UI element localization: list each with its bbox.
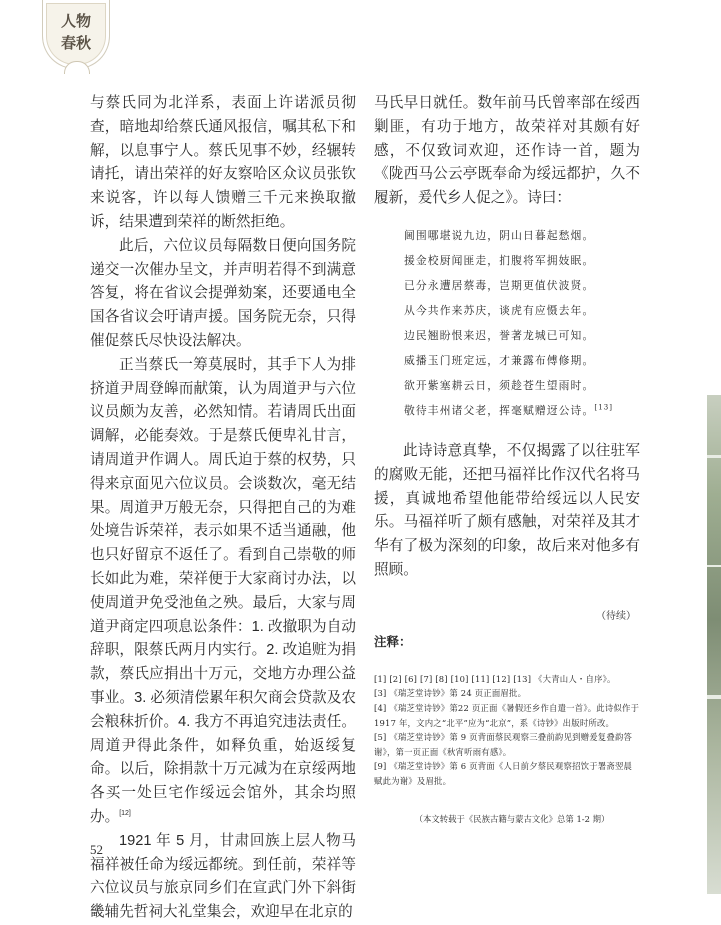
poem-line: 阃围哪堪说九边，阴山日暮起愁烟。	[404, 228, 595, 242]
poem-line: 从今共作来苏庆，谈虎有应慑去年。	[404, 303, 595, 317]
badge-ornament-icon	[64, 61, 90, 74]
footnote-ref: [12]	[119, 810, 131, 818]
paragraph: 1921 年 5 月，甘肃回族上层人物马福祥被任命为绥远都统。到任前，荣祥等六位议员与旅京同乡们在宣武门外下斜街畿辅先哲祠大礼堂集会，欢迎早在北京的	[90, 832, 356, 921]
notes-list	[374, 672, 640, 789]
poem-line	[404, 398, 640, 423]
footnote-ref: [13]	[594, 403, 614, 412]
strip-highlight	[707, 455, 721, 458]
to-be-continued: （待续）	[596, 610, 636, 622]
note-item: [9] 《瑞芝堂诗钞》第 6 页背面《人日前夕蔡民观察招饮于署斋翌晨赋此为谢》及眉批。	[374, 761, 633, 786]
poem-line-text: 敬待丰州诸父老，挥毫赋赠迓公诗。	[404, 403, 595, 417]
source-note: （本文转载于《民族古籍与蒙古文化》总第 1-2 期）	[414, 813, 610, 824]
poem-line: 援金校厨闻匪走，扪腹将军拥妓眠。	[404, 253, 595, 267]
page-number: 52	[90, 842, 103, 857]
section-badge	[42, 0, 110, 69]
poem-line: 威播玉门班定远，才兼露布傅修期。	[404, 353, 595, 367]
strip-highlight	[707, 565, 721, 567]
edge-photo-strip	[707, 395, 721, 894]
left-column	[90, 92, 356, 925]
paragraph: 此诗诗意真挚，不仅揭露了以往驻军的腐败无能，还把马福祥比作汉代名将马援，真诚地希望他能带给绥远以人民安乐。马福祥听了颇有感触，对荣祥及其才华有了极为深刻的印象，故后来对他多有照顾。	[374, 442, 640, 578]
paragraph: 马氏早日就任。数年前马氏曾率部在绥西剿匪，有功于地方，故荣祥对其颇有好感，不仅致词欢迎，还作诗一首，题为《陇西马公云亭既奉命为绥远都护，久不履新，爰代乡人促之》。诗曰：	[374, 95, 640, 207]
poem-line: 已分永遭居蔡毒，岂期更值伏波贤。	[404, 278, 595, 292]
notes-title: 注释：	[374, 633, 412, 649]
paragraph: 此后，六位议员每隔数日便向国务院递交一次催办呈文，并声明若得不到满意答复，将在省议会提弹劾案，还要通电全国各省议会吁请声援。国务院无奈，只得催促蔡氏尽快设法解决。	[90, 237, 356, 349]
note-item: [3] 《瑞芝堂诗钞》第 24 页正面眉批。	[374, 688, 527, 699]
note-item: [4] 《瑞芝堂诗钞》第22 页正面《暑假还乡作自遣一首》。此诗似作于1917 年，文内之“北平”应为“北京”，系《诗钞》出版时所改。	[374, 702, 640, 728]
poem-line: 边民翘盼恨来迟，誉著龙城已可知。	[404, 328, 595, 342]
section-label-line1: 人物	[60, 12, 91, 30]
poem	[404, 223, 640, 423]
paragraph	[90, 354, 356, 830]
note-item: [5] 《瑞芝堂诗钞》第 9 页背面蔡民观察三叠前韵见到赠爰复叠韵答谢》，第一页正面《秋宵听雨有感》。	[374, 732, 633, 757]
section-label-line2: 春秋	[60, 34, 91, 52]
poem-line: 欲开紫塞耕云日，须趁苍生望雨时。	[404, 378, 595, 392]
strip-highlight	[707, 695, 721, 699]
right-column	[374, 92, 640, 825]
paragraph: 与蔡氏同为北洋系，表面上许诺派员彻查，暗地却给蔡氏通风报信，嘱其私下和解，以息事宁人。蔡氏见事不妙，经辗转请托，请出荣祥的好友察哈区众议员张钦来说客，许以每人馈赠三千元来换取撤诉，结果遭到荣祥的断然拒绝。	[90, 95, 356, 230]
paragraph-text: 正当蔡氏一筹莫展时，其手下人为排挤道尹周登皞而献策，认为周道尹与六位议员颇为友善，必然知情。若请周氏出面调解，必能奏效。于是蔡氏便卑礼甘言，请周道尹作调人。周氏迫于蔡的权势，只得来京面见六位议员。会谈数次，毫无结果。周道尹万般无奈，只得把自己的为难处境告诉荣祥，表示如果不适当通融，他也只好留京不返任了。看到自己崇敬的师长如此为难，荣祥便于大家商讨办法，以使周道尹免受池鱼之殃。最后，大家与周道尹商定四项息讼条件：1. 改撤职为自动辞职，限蔡氏两月内实行。2. 改追赃为捐款，蔡氏应捐出十万元，交地方办理公益事业。3. 必须清偿累年积欠商会贷款及农会粮秣折价。4. 我方不再追究违法责任。周道尹得此条件，如释负重，始返绥复命。以后，除捐款十万元减为在京绥两地各买一处巨宅作绥远会馆外，其余均照办。	[90, 356, 356, 825]
note-item: [1] [2] [6] [7] [8] [10] [11] [12] [13] 《大青山人・自序》。	[374, 673, 616, 684]
